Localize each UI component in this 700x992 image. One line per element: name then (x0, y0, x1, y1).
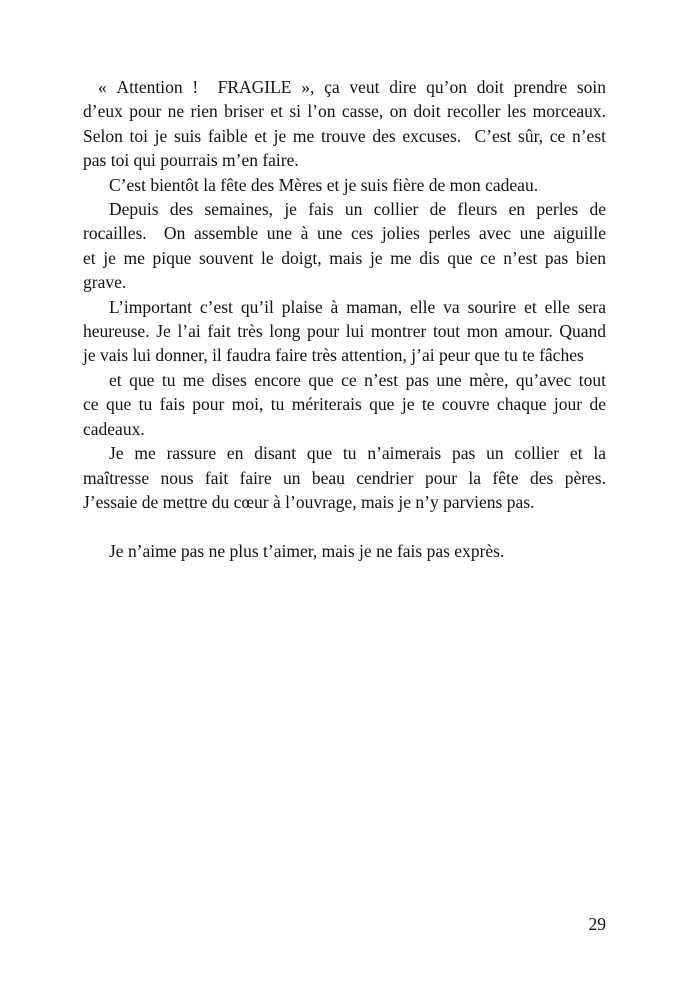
paragraph (83, 295, 606, 368)
paragraph (83, 539, 606, 563)
text-line: rocailles. On assemble une à une ces jolies perles avec une aiguille (83, 223, 606, 244)
paragraph (83, 368, 606, 441)
paragraph (83, 173, 606, 197)
text-line: je vais lui donner, il faudra faire très attention, j’ai peur que tu te fâches (83, 345, 584, 366)
paragraph (83, 441, 606, 514)
text-line: J’essaie de mettre du cœur à l’ouvrage, mais je n’y parviens pas. (83, 491, 535, 512)
text-line: maîtresse nous fait faire un beau cendrier pour la fête des pères. (83, 467, 606, 488)
text-line: C’est bientôt la fête des Mères et je suis fière de mon cadeau. (109, 174, 539, 195)
text-line: L’important c’est qu’il plaise à maman, elle va sourire et elle sera (109, 296, 606, 317)
text-line: ce que tu fais pour moi, tu mériterais que je te couvre chaque jour de (83, 394, 606, 415)
text-block (83, 75, 606, 563)
text-line: d’eux pour ne rien briser et si l’on casse, on doit recoller les morceaux. (83, 101, 606, 122)
text-line: et que tu me dises encore que ce n’est pas une mère, qu’avec tout (109, 369, 606, 390)
text-line: cadeaux. (83, 418, 145, 439)
text-line: Je n’aime pas ne plus t’aimer, mais je ne fais pas exprès. (109, 540, 505, 561)
paragraph (83, 197, 606, 295)
text-line: « Attention ! FRAGILE », ça veut dire qu’on doit prendre soin (98, 77, 606, 97)
text-line: Je me rassure en disant que tu n’aimerais pas un collier et la (109, 443, 606, 464)
text-line: Depuis des semaines, je fais un collier de fleurs en perles de (109, 199, 606, 220)
text-line: et je me pique souvent le doigt, mais je me dis que ce n’est pas bien (83, 247, 606, 268)
text-line: Selon toi je suis faible et je me trouve des excuses. C’est sûr, ce n’est (83, 125, 606, 146)
paragraph (83, 75, 606, 173)
text-line: heureuse. Je l’ai fait très long pour lui montrer tout mon amour. Quand (83, 321, 606, 342)
text-line: grave. (83, 272, 127, 293)
text-line: pas toi qui pourrais m’en faire. (83, 150, 299, 171)
page-number: 29 (588, 914, 606, 934)
